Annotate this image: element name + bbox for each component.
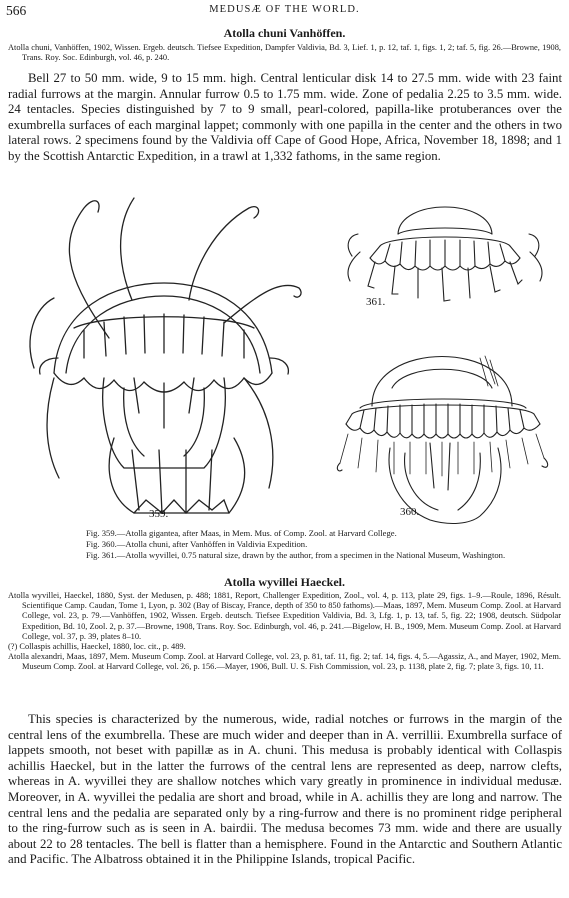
species-title-atolla-chuni: Atolla chuni Vanhöffen.	[223, 26, 346, 40]
caption-fig-359: Fig. 359.—Atolla gigantea, after Maas, in Mem. Mus. of Comp. Zool. at Harvard College.	[86, 528, 397, 538]
species-title-atolla-wyvillei: Atolla wyvillei Haeckel.	[224, 575, 345, 589]
figure-361-drawing	[330, 186, 556, 316]
running-title: MEDUSÆ OF THE WORLD.	[209, 4, 360, 15]
synonymy-atolla-wyvillei	[8, 591, 561, 673]
figure-361-label: 361.	[366, 296, 386, 308]
synonymy-entry: Atolla alexandri, Maas, 1897, Mem. Museum Comp. Zool. at Harvard College, vol. 23, p. 81, taf. 11, fig. 2; taf. 14, figs. 4, 5.—Agassiz, A., and Mayer, 1902, Mem. Museum Comp. Zool. at Harvard College, vol. 26, p. 156.—Mayer, 1906, Bull. U. S. Fish Commission, vol. 23, p. 1138, plate 2, fig. 7; plate 3, figs. 10, 11.	[8, 652, 561, 672]
figure-360	[330, 338, 556, 526]
figure-359-drawing	[14, 188, 314, 523]
figure-359	[14, 188, 314, 523]
synonymy-entry: Atolla chuni, Vanhöffen, 1902, Wissen. Ergeb. deutsch. Tiefsee Expedition, Dampfer Valdivia, Bd. 3, Lief. 1, p. 12, taf. 1, figs. 1, 2; taf. 5, fig. 26.—Browne, 1908, Trans. Roy. Soc. Edinburgh, vol. 46, p. 240.	[8, 43, 561, 63]
figure-361	[330, 186, 556, 316]
page-number: 566	[6, 3, 27, 18]
caption-fig-361: Fig. 361.—Atolla wyvillei, 0.75 natural size, drawn by the author, from a specimen in the National Museum, Washington.	[86, 550, 506, 560]
description-atolla-wyvillei	[8, 712, 562, 868]
body-paragraph: Bell 27 to 50 mm. wide, 9 to 15 mm. high. Central lenticular disk 14 to 27.5 mm. wide with 23 faint radial furrows at the margin. Annular furrow 0.5 to 1.75 mm. wide. Zone of pedalia 2.25 to 3.5 mm. wide. 24 tentacles. Species distinguished by 7 to 9 small, pearl-colored, papilla-like protuberances over the exumbrella surfaces of each marginal lappet; commonly with one papilla in the center and the others in two lateral rows. 2 specimens found by the Valdivia off Cape of Good Hope, Africa, November 18, 1898; and 1 by the Scottish Antarctic Expedition, in a trawl at 1,332 fathoms, in the same region.	[8, 71, 562, 163]
body-paragraph: This species is characterized by the numerous, wide, radial notches or furrows in the margin of the central lens of the exumbrella. These are much wider and deeper than in A. verrillii. Exumbrella surface of lappets smooth, not beset with papillæ as in A. chuni. This medusa is probably identical with Collaspis achillis Haeckel, but in the latter the furrows of the central lens are represented as deep, narrow clefts, whereas in A. wyvillei they are shallow notches which vary greatly in prominence in individual medusæ. Moreover, in A. wyvillei the pedalia are short and broad, while in A. achillis they are long and narrow. The central lens and the pedalia are separated only by a ring-furrow and there is no prominent ridge peripheral to the ring-furrow such as is seen in A. bairdii. The medusa becomes 73 mm. wide and there are usually about 22 to 28 tentacles. The bell is flatter than a hemisphere. Found in the Antarctic and Southern Atlantic and Pacific. The Albatross obtained it in the Philippine Islands, tropical Pacific.	[8, 712, 562, 867]
synonymy-entry: (?) Collaspis achillis, Haeckel, 1880, loc. cit., p. 489.	[8, 642, 186, 652]
running-header	[6, 3, 563, 19]
figure-360-drawing	[330, 338, 556, 526]
synonymy-entry: Atolla wyvillei, Haeckel, 1880, Syst. der Medusen, p. 488; 1881, Report, Challenger Expedition, Zool., vol. 4, p. 113, plate 29, figs. 1–9.—Roule, 1896, Résult. Scientifique Camp. Caudan, Tome 1, Lyon, p. 302 (Bay of Biscay, France, depth of 350 to 850 fathoms).—Maas, 1897, Mem. Museum Comp. Zool. at Harvard College, vol. 23, p. 79.—Vanhöffen, 1902, Wissen. Ergeb. deutsch. Tiefsee Expedition Valdivia, Bd. 3, Lfg. 1, p. 13, taf. 5, fig. 22; 1908, deutsch. Südpolar Expedition, Bd. 10, Zool. 2, p. 37.—Browne, 1908, Trans. Roy. Soc. Edinburgh, vol. 46, p. 241.—Bigelow, H. B., 1909, Mem. Museum Comp. Zool. at Harvard College, vol. 37, p. 39, plates 8–10.	[8, 591, 561, 641]
description-atolla-chuni	[8, 71, 562, 165]
figure-360-label: 360.	[400, 506, 420, 518]
caption-fig-360: Fig. 360.—Atolla chuni, after Vanhöffen in Valdivia Expedition.	[86, 539, 308, 549]
synonymy-atolla-chuni	[8, 43, 561, 63]
figure-captions	[86, 528, 561, 561]
figure-359-label: 359.	[149, 508, 169, 520]
